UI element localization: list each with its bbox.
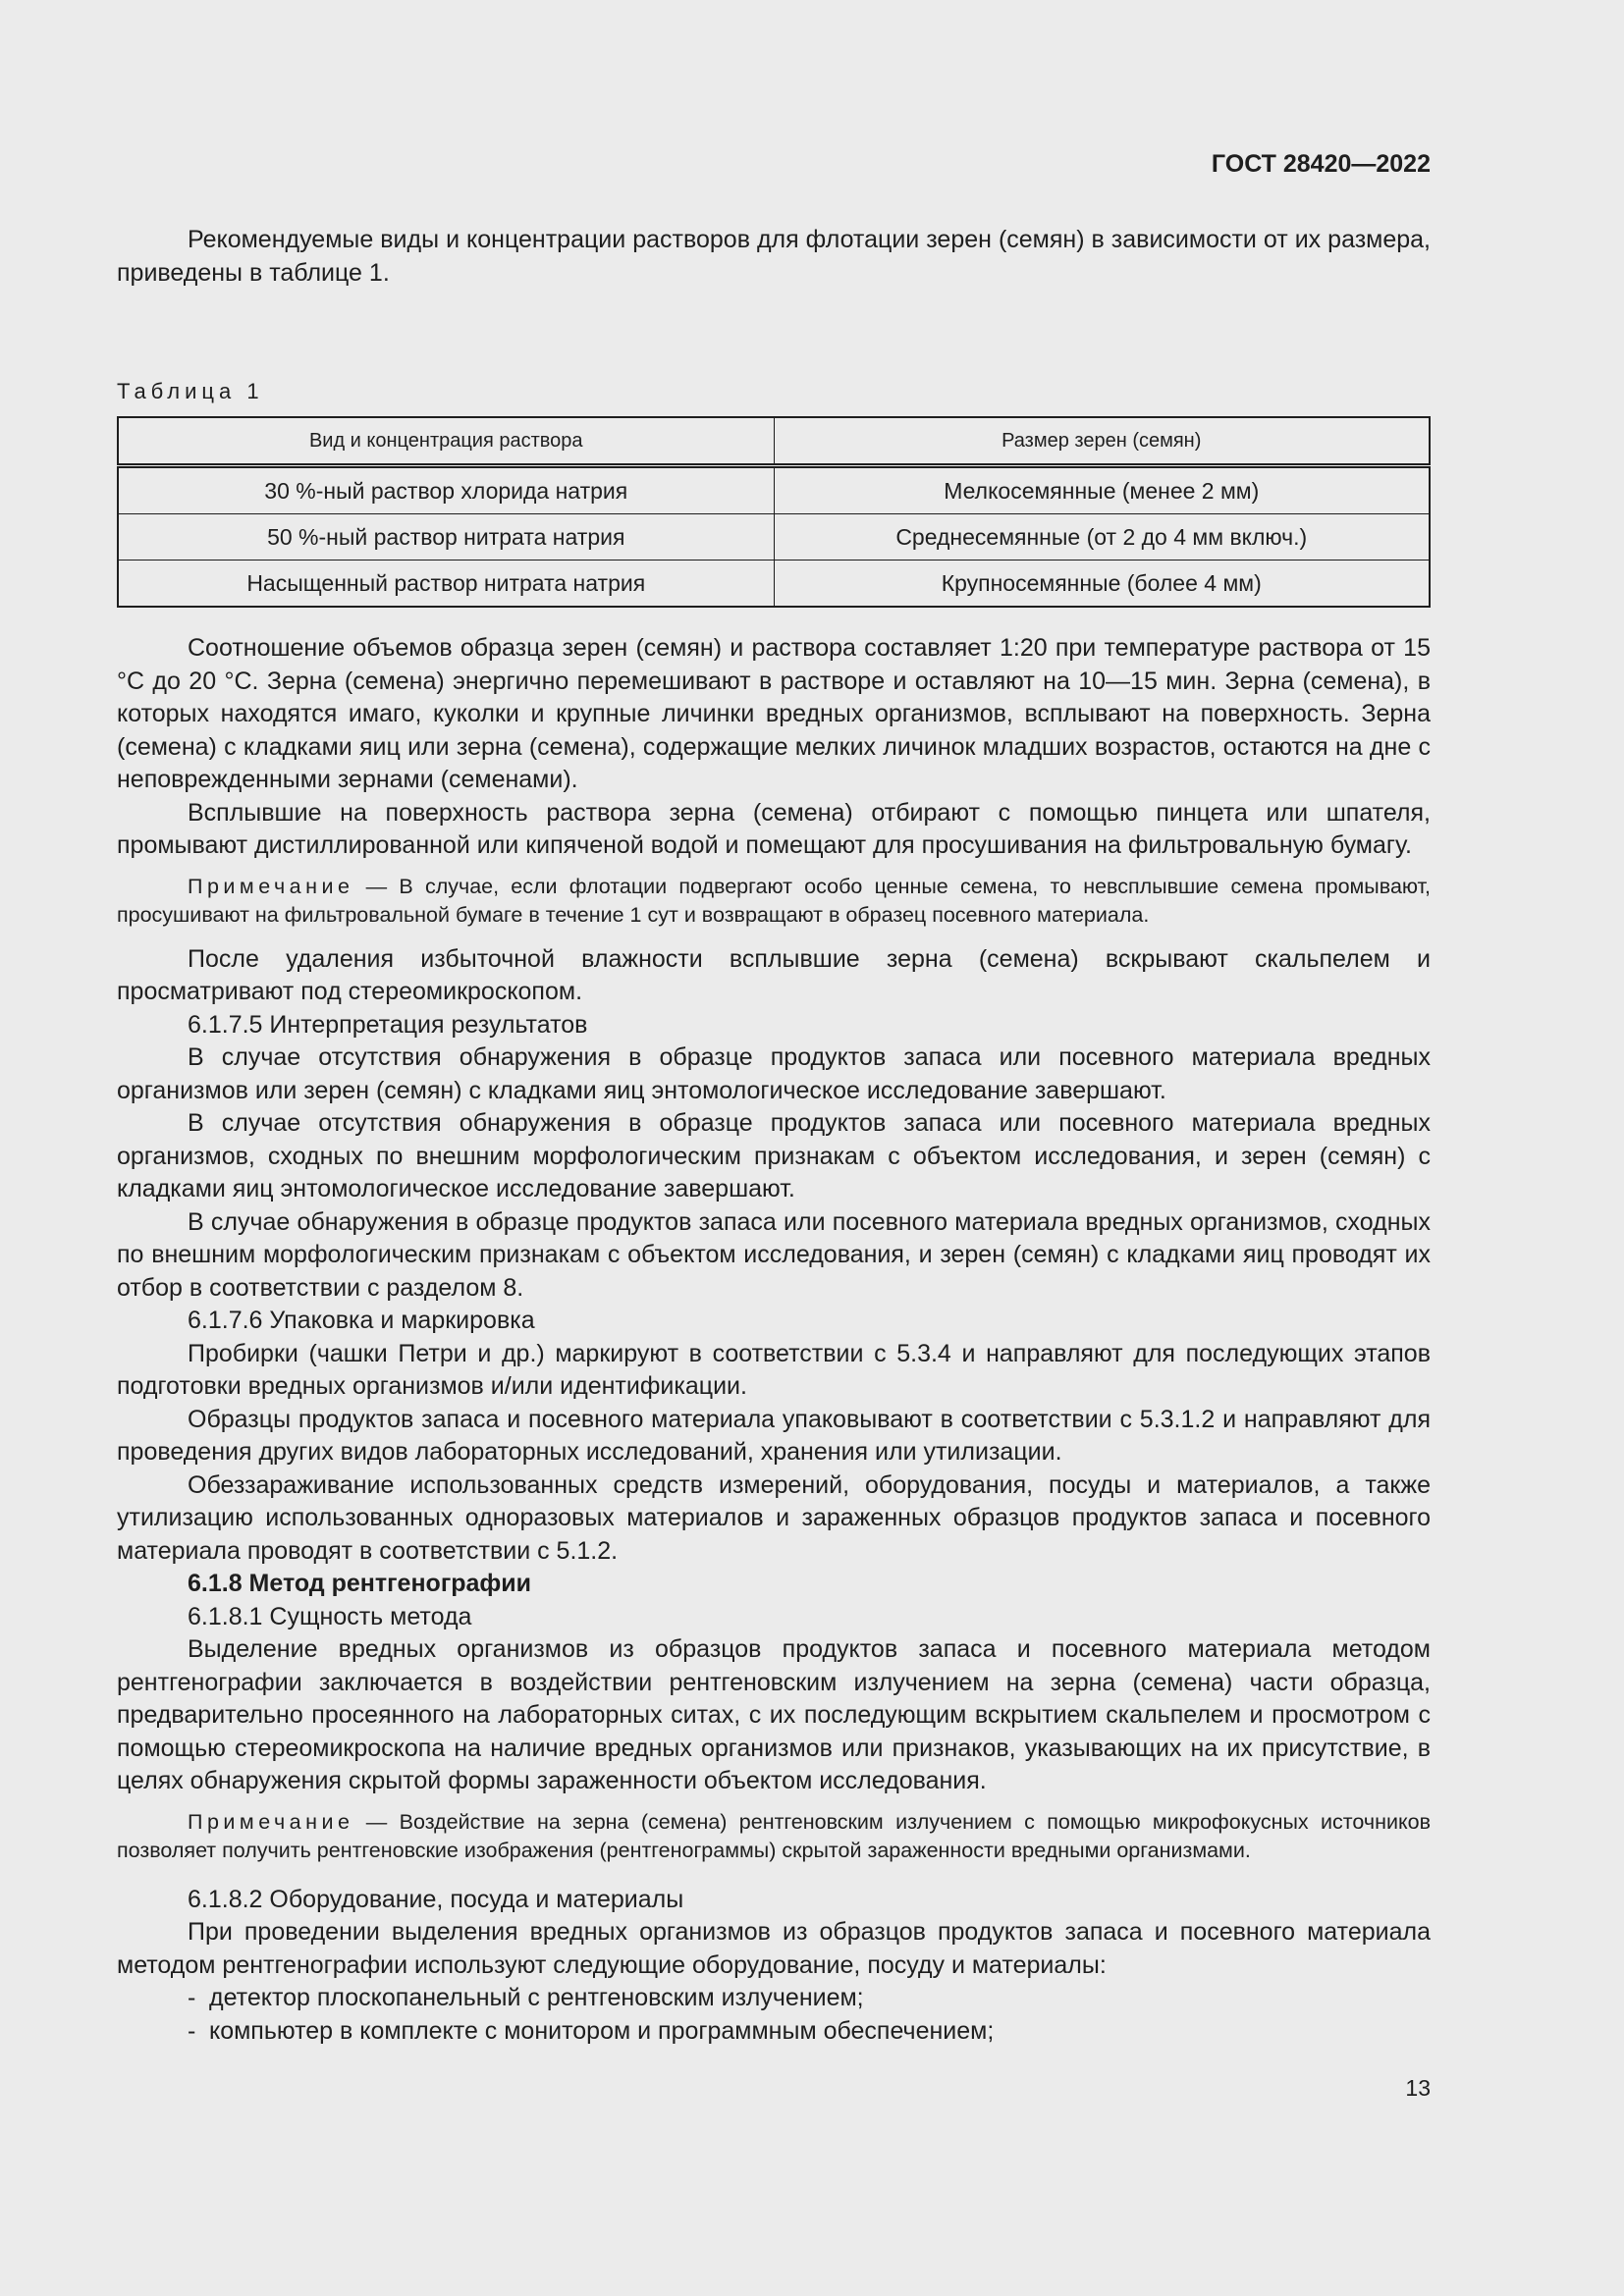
paragraph: При проведении выделения вредных организмов из образцов продуктов запаса и посевного материала методом рентгенографии используют следующие оборудование, посуду и материалы: <box>117 1918 1431 1979</box>
table-row <box>118 466 1430 514</box>
table-cell: Мелкосемянные (менее 2 мм) <box>774 466 1430 514</box>
solutions-table <box>117 416 1431 608</box>
paragraph: Пробирки (чашки Петри и др.) маркируют в соответствии с 5.3.4 и направляют для последующих этапов подготовки вредных организмов и/или идентификации. <box>117 1339 1431 1400</box>
note-text: — Воздействие на зерна (семена) рентгеновским излучением с помощью микрофокусных источников позволяет получить рентгеновские изображения (рентгенограммы) скрытой зараженности вредными организмами. <box>117 1809 1431 1862</box>
table-cell: Крупносемянные (более 4 мм) <box>774 561 1430 608</box>
subsection-heading: 6.1.8.2 Оборудование, посуда и материалы <box>188 1885 684 1913</box>
table-header-cell: Вид и концентрация раствора <box>118 417 774 466</box>
equipment-list <box>117 1982 1431 2048</box>
note-text: — В случае, если флотации подвергают особо ценные семена, то невсплывшие семена промывают, просушивают на фильтровальной бумаге в течение 1 сут и возвращают в образец посевного материала. <box>117 874 1431 927</box>
subsection-heading: 6.1.7.5 Интерпретация результатов <box>188 1010 588 1039</box>
document-body <box>117 224 1431 2048</box>
section-heading: 6.1.8 Метод рентгенографии <box>188 1570 532 1597</box>
paragraph: Выделение вредных организмов из образцов продуктов запаса и посевного материала методом рентгенографии заключается в воздействии рентгеновским излучением на зерна (семена) части образца, предварительно просеянного на лабораторных ситах, с их последующим вскрытием скальпелем и просмотром с помощью стереомикроскопа на наличие вредных организмов или признаков, указывающих на их присутствие, в целях обнаружения скрытой формы зараженности объектом исследования. <box>117 1635 1431 1794</box>
note <box>117 873 1431 931</box>
table-caption: Таблица 1 <box>117 379 264 403</box>
paragraph: Обеззараживание использованных средств измерений, оборудования, посуды и материалов, а также утилизацию использованных одноразовых материалов и зараженных образцов продуктов запаса и посевного материала проводят в соответствии с 5.1.2. <box>117 1470 1431 1565</box>
list-item: - компьютер в комплекте с монитором и программным обеспечением; <box>188 2015 1431 2049</box>
list-item: - детектор плоскопанельный с рентгеновским излучением; <box>188 1982 1431 2015</box>
paragraph: Всплывшие на поверхность раствора зерна (семена) отбирают с помощью пинцета или шпателя, промывают дистиллированной или кипяченой водой и помещают для просушивания на фильтровальную бумагу. <box>117 798 1431 859</box>
document-standard-id: ГОСТ 28420—2022 <box>1211 150 1431 178</box>
table-header-cell: Размер зерен (семян) <box>774 417 1430 466</box>
note-label: Примечание <box>188 874 354 898</box>
paragraph: В случае отсутствия обнаружения в образце продуктов запаса или посевного материала вредных организмов или зерен (семян) с кладками яиц энтомологическое исследование завершают. <box>117 1043 1431 1104</box>
table-cell: Насыщенный раствор нитрата натрия <box>118 561 774 608</box>
table-row <box>118 561 1430 608</box>
note-label: Примечание <box>188 1809 354 1834</box>
table-row <box>118 514 1430 561</box>
table-header-row <box>118 417 1430 466</box>
paragraph: В случае отсутствия обнаружения в образце продуктов запаса или посевного материала вредных организмов, сходных по внешним морфологическим признакам с объектом исследования, и зерен (семян) с кладками яиц энтомологическое исследование завершают. <box>117 1109 1431 1202</box>
subsection-heading: 6.1.8.1 Сущность метода <box>188 1602 472 1630</box>
paragraph: После удаления избыточной влажности всплывшие зерна (семена) вскрывают скальпелем и просматривают под стереомикроскопом. <box>117 944 1431 1005</box>
table-cell: 30 %-ный раствор хлорида натрия <box>118 466 774 514</box>
table-cell: Среднесемянные (от 2 до 4 мм включ.) <box>774 514 1430 561</box>
subsection-heading: 6.1.7.6 Упаковка и маркировка <box>188 1307 535 1334</box>
note <box>117 1808 1431 1866</box>
paragraph: Соотношение объемов образца зерен (семян) и раствора составляет 1:20 при температуре раствора от 15 °С до 20 °С. Зерна (семена) энергично перемешивают в растворе и оставляют на 10—15 мин. Зерна (семена), в которых находятся имаго, куколки и крупные личинки вредных организмов, всплывают на поверхность. Зерна (семена) с кладками яиц или зерна (семена), содержащие мелких личинок младших возрастов, остаются на дне с неповрежденными зернами (семенами). <box>117 634 1431 793</box>
page-number: 13 <box>1405 2075 1431 2101</box>
table-cell: 50 %-ный раствор нитрата натрия <box>118 514 774 561</box>
intro-paragraph: Рекомендуемые виды и концентрации растворов для флотации зерен (семян) в зависимости от их размера, приведены в таблице 1. <box>117 226 1431 287</box>
paragraph: Образцы продуктов запаса и посевного материала упаковывают в соответствии с 5.3.1.2 и направляют для проведения других видов лабораторных исследований, хранения или утилизации. <box>117 1405 1431 1466</box>
paragraph: В случае обнаружения в образце продуктов запаса или посевного материала вредных организмов, сходных по внешним морфологическим признакам с объектом исследования, и зерен (семян) с кладками яиц проводят их отбор в соответствии с разделом 8. <box>117 1207 1431 1302</box>
